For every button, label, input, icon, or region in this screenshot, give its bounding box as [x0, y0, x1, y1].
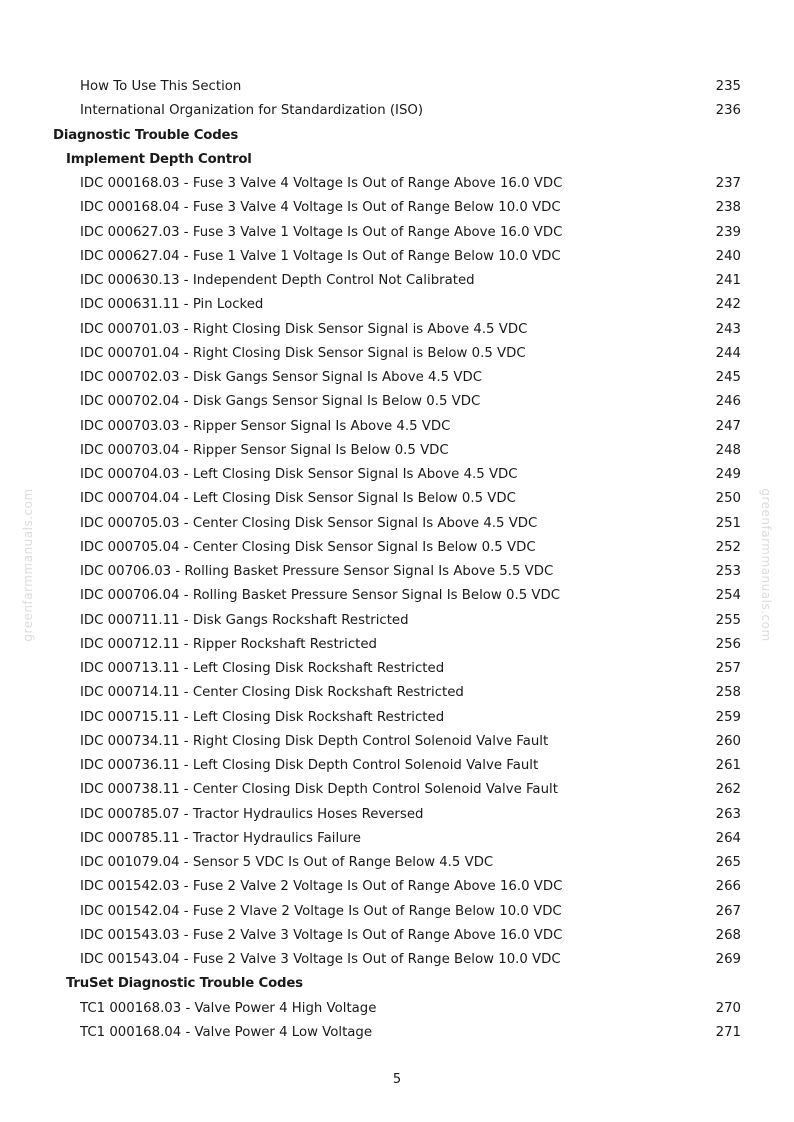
toc-entry-page: 265 — [715, 855, 741, 870]
toc-entry[interactable] — [0, 778, 794, 802]
toc-entry[interactable] — [0, 463, 794, 487]
toc-entry-title: IDC 00706.03 - Rolling Basket Pressure Sensor Signal Is Above 5.5 VDC — [80, 564, 554, 579]
toc-entry-page: 244 — [715, 345, 741, 361]
toc-entry-page: 264 — [715, 830, 741, 846]
toc-entry-title: Implement Depth Control — [66, 151, 252, 167]
toc-entry-page: 252 — [715, 539, 741, 555]
toc-entry-title: IDC 000701.03 - Right Closing Disk Sensor Signal is Above 4.5 VDC — [80, 321, 528, 337]
page-number: 5 — [392, 1072, 402, 1087]
toc-entry[interactable] — [0, 390, 794, 414]
toc-entry-title: IDC 000701.04 - Right Closing Disk Sensor Signal is Below 0.5 VDC — [80, 345, 526, 361]
toc-entry-title: IDC 000703.03 - Ripper Sensor Signal Is Above 4.5 VDC — [80, 418, 451, 434]
toc-entry-title: IDC 000703.04 - Ripper Sensor Signal Is Below 0.5 VDC — [80, 442, 449, 458]
toc-entry-page: 270 — [715, 1000, 741, 1016]
toc-entry-title: IDC 000702.03 - Disk Gangs Sensor Signal Is Above 4.5 VDC — [80, 370, 482, 385]
toc-entry-page: 250 — [715, 491, 741, 507]
toc-entry[interactable] — [0, 99, 794, 123]
toc-entry-title: IDC 000704.04 - Left Closing Disk Sensor Signal Is Below 0.5 VDC — [80, 491, 516, 507]
toc-entry-page: 268 — [715, 927, 741, 943]
toc-entry-page: 245 — [715, 370, 741, 385]
toc-entry-page: 243 — [715, 321, 741, 337]
toc-entry-title: IDC 000631.11 - Pin Locked — [80, 297, 264, 313]
toc-entry-page: 271 — [715, 1024, 741, 1040]
toc-entry-title: IDC 001542.04 - Fuse 2 Vlave 2 Voltage Is Out of Range Below 10.0 VDC — [80, 903, 562, 919]
toc-entry-page: 242 — [715, 297, 741, 313]
toc-entry-page: 251 — [715, 515, 741, 531]
toc-entry[interactable] — [0, 875, 794, 899]
table-of-contents — [0, 75, 794, 1045]
toc-entry[interactable] — [0, 997, 794, 1021]
toc-entry[interactable] — [0, 730, 794, 754]
toc-entry[interactable] — [0, 221, 794, 245]
toc-entry-title: IDC 000706.04 - Rolling Basket Pressure Sensor Signal Is Below 0.5 VDC — [80, 588, 561, 604]
toc-entry-page: 246 — [715, 394, 741, 410]
toc-entry-page: 248 — [715, 442, 741, 458]
toc-entry-page: 258 — [715, 685, 741, 701]
toc-entry-title: Diagnostic Trouble Codes — [53, 127, 239, 143]
toc-entry-title: IDC 000630.13 - Independent Depth Control Not Calibrated — [80, 273, 475, 288]
toc-entry[interactable] — [0, 366, 794, 390]
toc-entry-title: IDC 000702.04 - Disk Gangs Sensor Signal Is Below 0.5 VDC — [80, 394, 481, 410]
toc-entry-page: 263 — [715, 806, 741, 822]
toc-entry-title: IDC 000705.04 - Center Closing Disk Sensor Signal Is Below 0.5 VDC — [80, 539, 536, 555]
toc-entry-title: IDC 001543.03 - Fuse 2 Valve 3 Voltage Is Out of Range Above 16.0 VDC — [80, 927, 563, 943]
toc-entry[interactable] — [0, 584, 794, 608]
toc-entry-title: International Organization for Standardization (ISO) — [80, 103, 424, 119]
toc-entry[interactable] — [0, 1021, 794, 1045]
toc-entry-page: 266 — [715, 879, 741, 895]
toc-entry[interactable] — [0, 827, 794, 851]
toc-entry[interactable] — [0, 293, 794, 317]
toc-entry[interactable] — [0, 657, 794, 681]
toc-entry-title: IDC 000712.11 - Ripper Rockshaft Restricted — [80, 636, 377, 652]
toc-entry-title: TC1 000168.04 - Valve Power 4 Low Voltage — [80, 1024, 373, 1040]
toc-entry-page: 253 — [715, 564, 741, 579]
toc-entry[interactable] — [0, 609, 794, 633]
toc-entry-page: 262 — [715, 782, 741, 798]
toc-entry-page: 247 — [715, 418, 741, 434]
toc-entry-title: IDC 001543.04 - Fuse 2 Valve 3 Voltage Is Out of Range Below 10.0 VDC — [80, 952, 561, 967]
toc-entry[interactable] — [0, 75, 794, 99]
toc-entry-page: 257 — [715, 661, 741, 676]
toc-entry-page: 267 — [715, 903, 741, 919]
toc-entry-title: How To Use This Section — [80, 79, 242, 94]
toc-entry[interactable] — [0, 439, 794, 463]
toc-entry-page: 249 — [715, 467, 741, 482]
toc-entry[interactable] — [0, 924, 794, 948]
toc-entry[interactable] — [0, 342, 794, 366]
toc-entry-title: IDC 000785.11 - Tractor Hydraulics Failure — [80, 830, 361, 846]
toc-entry-title: IDC 001079.04 - Sensor 5 VDC Is Out of Range Below 4.5 VDC — [80, 855, 494, 870]
toc-entry-page: 239 — [715, 224, 741, 240]
toc-entry-page: 236 — [715, 103, 741, 119]
toc-entry[interactable] — [0, 269, 794, 293]
toc-entry[interactable] — [0, 487, 794, 511]
toc-entry-page: 261 — [715, 758, 741, 773]
toc-entry-title: IDC 000168.04 - Fuse 3 Valve 4 Voltage Is Out of Range Below 10.0 VDC — [80, 200, 561, 216]
toc-entry-page: 260 — [715, 733, 741, 749]
toc-entry-title: IDC 000715.11 - Left Closing Disk Rockshaft Restricted — [80, 709, 445, 725]
toc-entry[interactable] — [0, 851, 794, 875]
toc-entry-title: IDC 000627.04 - Fuse 1 Valve 1 Voltage Is Out of Range Below 10.0 VDC — [80, 248, 561, 264]
toc-heading — [0, 124, 794, 148]
toc-entry[interactable] — [0, 803, 794, 827]
toc-entry-page: 241 — [715, 273, 741, 288]
toc-heading — [0, 148, 794, 172]
toc-entry-title: IDC 000627.03 - Fuse 3 Valve 1 Voltage Is Out of Range Above 16.0 VDC — [80, 224, 563, 240]
toc-entry-page: 238 — [715, 200, 741, 216]
toc-entry-title: IDC 000734.11 - Right Closing Disk Depth Control Solenoid Valve Fault — [80, 733, 549, 749]
toc-entry-title: IDC 000711.11 - Disk Gangs Rockshaft Restricted — [80, 612, 409, 628]
toc-entry[interactable] — [0, 948, 794, 972]
toc-entry-title: IDC 000713.11 - Left Closing Disk Rockshaft Restricted — [80, 661, 445, 676]
toc-entry[interactable] — [0, 172, 794, 196]
toc-entry-page: 254 — [715, 588, 741, 604]
toc-entry-title: IDC 000704.03 - Left Closing Disk Sensor Signal Is Above 4.5 VDC — [80, 467, 518, 482]
toc-entry[interactable] — [0, 512, 794, 536]
toc-entry[interactable] — [0, 754, 794, 778]
toc-entry[interactable] — [0, 706, 794, 730]
toc-entry-page: 237 — [715, 176, 741, 191]
toc-entry[interactable] — [0, 245, 794, 269]
toc-entry[interactable] — [0, 415, 794, 439]
toc-entry-title: IDC 000738.11 - Center Closing Disk Depth Control Solenoid Valve Fault — [80, 782, 558, 798]
toc-heading — [0, 972, 794, 996]
toc-entry-title: IDC 000705.03 - Center Closing Disk Sensor Signal Is Above 4.5 VDC — [80, 515, 538, 531]
toc-entry[interactable] — [0, 681, 794, 705]
toc-entry-page: 256 — [715, 636, 741, 652]
toc-entry[interactable] — [0, 196, 794, 220]
toc-entry-title: IDC 000785.07 - Tractor Hydraulics Hoses Reversed — [80, 806, 424, 822]
toc-entry-title: IDC 001542.03 - Fuse 2 Valve 2 Voltage Is Out of Range Above 16.0 VDC — [80, 879, 563, 895]
toc-entry-title: IDC 000168.03 - Fuse 3 Valve 4 Voltage Is Out of Range Above 16.0 VDC — [80, 176, 563, 191]
toc-entry-page: 235 — [715, 79, 741, 94]
toc-entry[interactable] — [0, 318, 794, 342]
toc-entry-page: 259 — [715, 709, 741, 725]
toc-entry-page: 255 — [715, 612, 741, 628]
toc-entry-title: IDC 000714.11 - Center Closing Disk Rockshaft Restricted — [80, 685, 464, 701]
toc-entry-title: IDC 000736.11 - Left Closing Disk Depth Control Solenoid Valve Fault — [80, 758, 539, 773]
toc-entry-title: TC1 000168.03 - Valve Power 4 High Voltage — [80, 1000, 377, 1016]
watermark-left: greenfarmmanuals.com — [21, 488, 35, 642]
toc-entry-page: 240 — [715, 248, 741, 264]
watermark-right: greenfarmmanuals.com — [759, 488, 773, 642]
toc-entry[interactable] — [0, 633, 794, 657]
toc-entry[interactable] — [0, 536, 794, 560]
toc-entry-title: TruSet Diagnostic Trouble Codes — [66, 976, 303, 992]
toc-entry-page: 269 — [715, 952, 741, 967]
toc-entry[interactable] — [0, 900, 794, 924]
toc-entry[interactable] — [0, 560, 794, 584]
